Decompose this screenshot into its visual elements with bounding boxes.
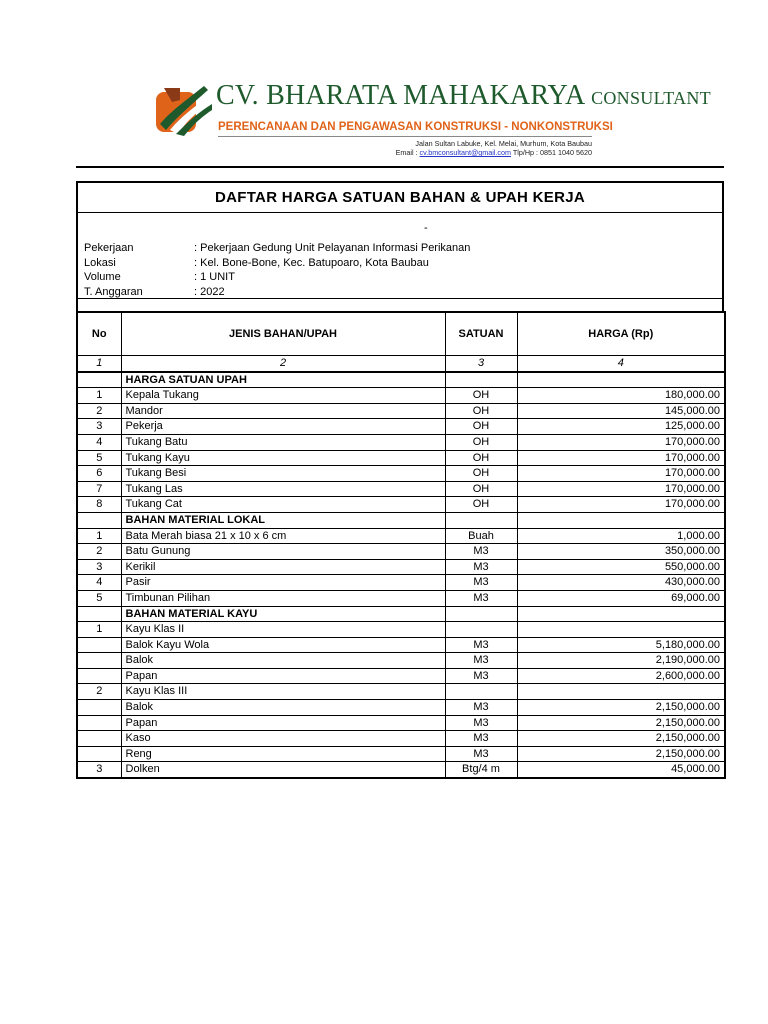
cell-satuan: OH: [445, 481, 517, 497]
info-dash: -: [424, 222, 428, 234]
cell-harga: 180,000.00: [517, 388, 725, 404]
cell-satuan: M3: [445, 637, 517, 653]
cell-jenis: Timbunan Pilihan: [121, 590, 445, 606]
cell-jenis: Pasir: [121, 575, 445, 591]
info-value: : Kel. Bone-Bone, Kec. Batupoaro, Kota Baubau: [194, 256, 429, 269]
column-header-harga: HARGA (Rp): [517, 312, 725, 356]
info-row-lokasi: [84, 256, 722, 271]
table-row: [77, 544, 725, 560]
cell-no: [77, 731, 121, 747]
cell-jenis: Tukang Batu: [121, 434, 445, 450]
cell-jenis: Kayu Klas II: [121, 622, 445, 638]
table-row: [77, 715, 725, 731]
cell-no: [77, 372, 121, 388]
company-name: [216, 80, 711, 112]
tagline-divider: [218, 136, 592, 137]
cell-satuan: M3: [445, 544, 517, 560]
cell-jenis: Balok Kayu Wola: [121, 637, 445, 653]
table-row: [77, 731, 725, 747]
column-header-satuan: SATUAN: [445, 312, 517, 356]
table-row: [77, 700, 725, 716]
cell-satuan: Buah: [445, 528, 517, 544]
cell-satuan: M3: [445, 668, 517, 684]
cell-jenis: Papan: [121, 715, 445, 731]
cell-jenis: BAHAN MATERIAL LOKAL: [121, 512, 445, 528]
table-section-row: [77, 606, 725, 622]
cell-no: 6: [77, 466, 121, 482]
table-row: [77, 637, 725, 653]
table-row: [77, 668, 725, 684]
cell-no: 8: [77, 497, 121, 513]
cell-harga: [517, 684, 725, 700]
cell-satuan: M3: [445, 731, 517, 747]
cell-harga: 430,000.00: [517, 575, 725, 591]
info-label: Pekerjaan: [84, 242, 134, 254]
cell-no: 2: [77, 684, 121, 700]
cell-jenis: Kepala Tukang: [121, 388, 445, 404]
email-link[interactable]: cv.bmconsultant@gmail.com: [419, 148, 511, 157]
table-row: [77, 466, 725, 482]
column-number: 3: [445, 356, 517, 372]
cell-no: [77, 637, 121, 653]
cell-satuan: OH: [445, 419, 517, 435]
cell-no: 1: [77, 622, 121, 638]
cell-no: [77, 746, 121, 762]
cell-satuan: OH: [445, 403, 517, 419]
cell-jenis: Bata Merah biasa 21 x 10 x 6 cm: [121, 528, 445, 544]
cell-satuan: M3: [445, 559, 517, 575]
cell-satuan: OH: [445, 466, 517, 482]
column-header-no: No: [77, 312, 121, 356]
cell-harga: 2,190,000.00: [517, 653, 725, 669]
cell-satuan: OH: [445, 388, 517, 404]
table-row: [77, 497, 725, 513]
cell-no: 4: [77, 434, 121, 450]
column-header-jenis: JENIS BAHAN/UPAH: [121, 312, 445, 356]
document-title: DAFTAR HARGA SATUAN BAHAN & UPAH KERJA: [76, 181, 724, 213]
table-row: [77, 419, 725, 435]
table-row: [77, 622, 725, 638]
table-row: [77, 434, 725, 450]
cell-harga: 2,150,000.00: [517, 731, 725, 747]
column-number: 1: [77, 356, 121, 372]
cell-jenis: BAHAN MATERIAL KAYU: [121, 606, 445, 622]
cell-satuan: M3: [445, 575, 517, 591]
cell-jenis: Batu Gunung: [121, 544, 445, 560]
table-section-row: [77, 372, 725, 388]
cell-harga: 2,150,000.00: [517, 715, 725, 731]
cell-no: [77, 715, 121, 731]
cell-satuan: M3: [445, 700, 517, 716]
cell-jenis: Dolken: [121, 762, 445, 778]
cell-jenis: Papan: [121, 668, 445, 684]
table-row: [77, 559, 725, 575]
cell-jenis: Tukang Las: [121, 481, 445, 497]
cell-satuan: [445, 622, 517, 638]
price-table: [76, 311, 726, 779]
cell-no: [77, 668, 121, 684]
info-value: : Pekerjaan Gedung Unit Pelayanan Informasi Perikanan: [194, 242, 471, 254]
table-row: [77, 746, 725, 762]
cell-jenis: Pekerja: [121, 419, 445, 435]
cell-harga: 170,000.00: [517, 497, 725, 513]
cell-jenis: Tukang Besi: [121, 466, 445, 482]
cell-satuan: M3: [445, 715, 517, 731]
table-row: [77, 575, 725, 591]
cell-jenis: Kaso: [121, 731, 445, 747]
info-row-pekerjaan: [84, 241, 722, 256]
email-label: Email :: [395, 148, 418, 157]
cell-harga: 350,000.00: [517, 544, 725, 560]
cell-no: [77, 700, 121, 716]
cell-harga: 170,000.00: [517, 481, 725, 497]
cell-harga: [517, 606, 725, 622]
cell-satuan: OH: [445, 434, 517, 450]
column-number-row: [77, 356, 725, 372]
cell-harga: 1,000.00: [517, 528, 725, 544]
cell-satuan: OH: [445, 450, 517, 466]
info-row-tahun-anggaran: [84, 285, 722, 300]
cell-jenis: Tukang Kayu: [121, 450, 445, 466]
table-row: [77, 388, 725, 404]
table-row: [77, 653, 725, 669]
company-logo-icon: [154, 80, 214, 138]
column-number: 4: [517, 356, 725, 372]
company-name-suffix: CONSULTANT: [591, 88, 711, 108]
cell-no: 2: [77, 403, 121, 419]
cell-harga: 2,150,000.00: [517, 746, 725, 762]
cell-jenis: Tukang Cat: [121, 497, 445, 513]
info-label: T. Anggaran: [84, 285, 143, 298]
cell-no: 7: [77, 481, 121, 497]
company-address: Jalan Sultan Labuke, Kel. Melai, Murhum, Kota Baubau: [415, 139, 592, 148]
cell-no: [77, 606, 121, 622]
cell-harga: 2,600,000.00: [517, 668, 725, 684]
company-contact: [396, 148, 592, 157]
cell-harga: 170,000.00: [517, 450, 725, 466]
cell-no: 5: [77, 450, 121, 466]
info-value: : 1 UNIT: [194, 271, 235, 284]
cell-jenis: Reng: [121, 746, 445, 762]
cell-satuan: M3: [445, 653, 517, 669]
company-name-main: CV. BHARATA MAHAKARYA: [216, 80, 584, 111]
phone-number: Tlp/Hp : 0851 1040 5620: [512, 148, 592, 157]
cell-no: [77, 512, 121, 528]
spacer-row: [76, 298, 724, 311]
cell-harga: [517, 512, 725, 528]
cell-harga: 170,000.00: [517, 434, 725, 450]
company-tagline: PERENCANAAN DAN PENGAWASAN KONSTRUKSI - NONKONSTRUKSI: [218, 121, 613, 133]
cell-harga: [517, 622, 725, 638]
cell-jenis: Kerikil: [121, 559, 445, 575]
cell-jenis: Mandor: [121, 403, 445, 419]
price-list-document: [76, 181, 724, 779]
cell-harga: 145,000.00: [517, 403, 725, 419]
info-label: Lokasi: [84, 256, 116, 269]
table-row: [77, 450, 725, 466]
cell-no: [77, 653, 121, 669]
cell-no: 3: [77, 419, 121, 435]
table-body: [77, 372, 725, 778]
cell-satuan: [445, 372, 517, 388]
cell-satuan: M3: [445, 746, 517, 762]
cell-harga: 69,000.00: [517, 590, 725, 606]
column-number: 2: [121, 356, 445, 372]
table-row: [77, 481, 725, 497]
cell-jenis: Balok: [121, 653, 445, 669]
cell-no: 3: [77, 559, 121, 575]
cell-satuan: Btg/4 m: [445, 762, 517, 778]
letterhead: [150, 78, 711, 160]
cell-no: 1: [77, 528, 121, 544]
table-header-row: [77, 312, 725, 356]
cell-harga: 45,000.00: [517, 762, 725, 778]
cell-satuan: [445, 512, 517, 528]
table-row: [77, 590, 725, 606]
table-row: [77, 403, 725, 419]
table-row: [77, 762, 725, 778]
table-row: [77, 684, 725, 700]
cell-harga: 125,000.00: [517, 419, 725, 435]
project-info: [76, 213, 724, 298]
table-row: [77, 528, 725, 544]
info-value: : 2022: [194, 285, 225, 298]
cell-no: 5: [77, 590, 121, 606]
cell-no: 4: [77, 575, 121, 591]
cell-satuan: OH: [445, 497, 517, 513]
cell-satuan: [445, 684, 517, 700]
cell-harga: 550,000.00: [517, 559, 725, 575]
cell-jenis: Balok: [121, 700, 445, 716]
cell-no: 1: [77, 388, 121, 404]
cell-satuan: [445, 606, 517, 622]
info-row-volume: [84, 270, 722, 285]
letterhead-divider: [76, 166, 724, 168]
cell-harga: 170,000.00: [517, 466, 725, 482]
cell-harga: 5,180,000.00: [517, 637, 725, 653]
cell-jenis: HARGA SATUAN UPAH: [121, 372, 445, 388]
cell-no: 2: [77, 544, 121, 560]
cell-harga: 2,150,000.00: [517, 700, 725, 716]
info-label: Volume: [84, 271, 121, 284]
cell-jenis: Kayu Klas III: [121, 684, 445, 700]
cell-harga: [517, 372, 725, 388]
cell-no: 3: [77, 762, 121, 778]
table-section-row: [77, 512, 725, 528]
cell-satuan: M3: [445, 590, 517, 606]
